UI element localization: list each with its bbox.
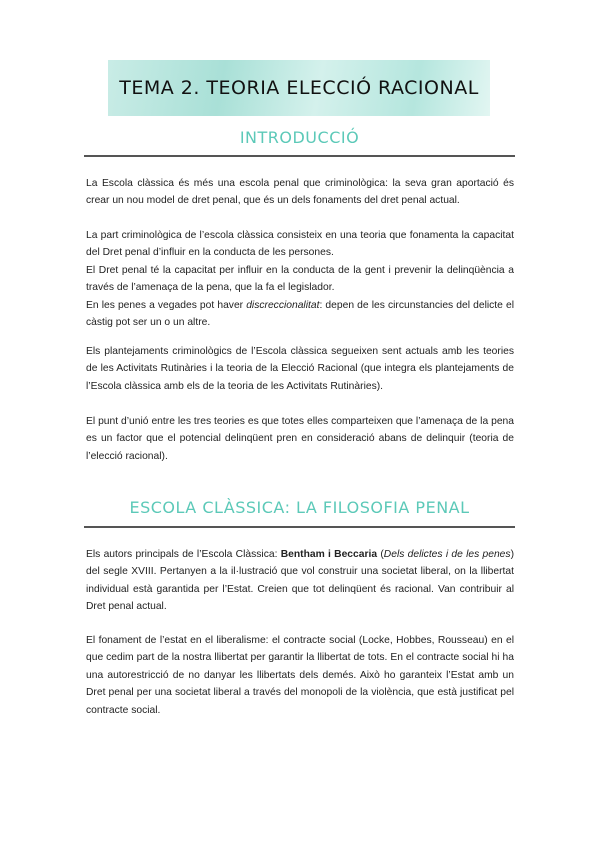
page-title: TEMA 2. TEORIA ELECCIÓ RACIONAL bbox=[119, 77, 479, 99]
paragraph: Els plantejaments criminològics de l’Escola clàssica segueixen sent actuals amb les teories de les Activitats Rutinàries i la teoria de la Elecció Racional (que integra els plantejaments de l’Escola clàssica amb els de la teoria de les Activitats Rutinàries). bbox=[86, 346, 514, 392]
text-run: ) del segle XVIII. Pertanyen a la il·lustració que vol construir una societat liberal, on la llibertat individual està garantida per l’Estat. Creien que tot delinqüent és racional. Van contribuir al Dret penal actual. bbox=[86, 549, 514, 613]
paragraph-line: El Dret penal té la capacitat per influir en la conducta de la gent i prevenir la delinqüència a través de l’amenaça de la pena, que la fa el legislador. bbox=[86, 264, 514, 294]
text-run: Els autors principals de l’Escola Clàssica: bbox=[86, 549, 281, 560]
paragraph bbox=[86, 227, 514, 331]
text-run: : depen de les circunstancies del delicte el càstig pot ser un o un altre. bbox=[86, 299, 514, 329]
italic-term: discreccionalitat bbox=[246, 299, 320, 311]
heading-divider bbox=[84, 155, 515, 157]
paragraph-line: La part criminològica de l’escola clàssica consisteix en una teoria que fonamenta la capacitat del Dret penal d’influir en la conducta de les persones. bbox=[86, 230, 514, 259]
section-heading-escola-classica: ESCOLA CLÀSSICA: LA FILOSOFIA PENAL bbox=[129, 498, 470, 517]
paragraph-line bbox=[86, 297, 514, 332]
bold-authors: Bentham i Beccaria bbox=[280, 549, 378, 560]
paragraph: El fonament de l’estat en el liberalisme: el contracte social (Locke, Hobbes, Rousseau) en el que cedim part de la nostra llibertat per garantir la llibertat de tots. En el contracte social hi ha una autorestricció de no danyar les llibertats dels demés. Això ho garanteix l’Estat amb un Dret penal per una societat liberal a través del monopoli de la violència, que està justificat pel contracte social. bbox=[86, 635, 514, 716]
section-heading-introduccio: INTRODUCCIÓ bbox=[239, 128, 360, 147]
italic-book-title: Dels delictes i de les penes bbox=[383, 549, 511, 560]
paragraph bbox=[86, 546, 514, 616]
paragraph: El punt d’unió entre les tres teories es que totes elles comparteixen que l’amenaça de la pena es un factor que el potencial delinqüent pren en consideració abans de delinquir (teoria de l’elecció racional). bbox=[86, 416, 514, 462]
text-run: ( bbox=[377, 549, 384, 560]
title-banner bbox=[108, 60, 490, 116]
text-run: En les penes a vegades pot haver bbox=[86, 299, 247, 311]
paragraph: La Escola clàssica és més una escola penal que criminològica: la seva gran aportació és crear un nou model de dret penal, que és un dels fonaments del dret penal actual. bbox=[86, 178, 514, 207]
heading-divider bbox=[84, 526, 515, 528]
